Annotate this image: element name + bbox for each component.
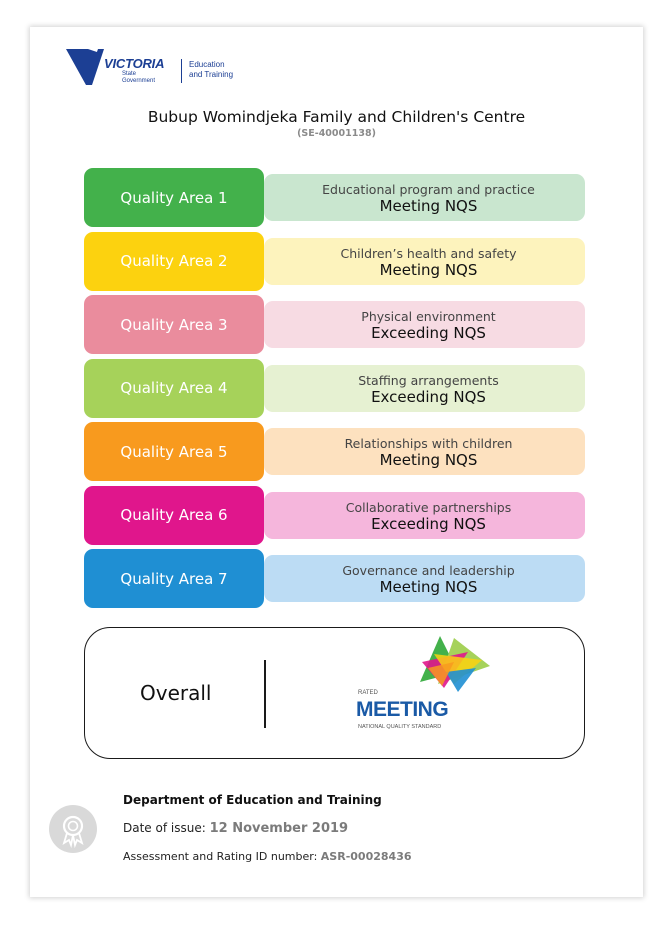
certificate-page	[30, 27, 643, 897]
id-value: ASR-00028436	[320, 850, 412, 863]
badge-nqs-text: NATIONAL QUALITY STANDARD	[358, 724, 442, 730]
quality-area-rating-pill	[264, 428, 585, 475]
quality-area-name: Governance and leadership	[342, 563, 515, 578]
quality-area-rating-pill	[264, 301, 585, 348]
quality-area-label: Quality Area 4	[84, 359, 264, 418]
quality-area-label: Quality Area 6	[84, 486, 264, 545]
issue-label: Date of issue:	[123, 821, 206, 835]
issue-value: 12 November 2019	[209, 821, 349, 836]
overall-divider	[264, 660, 266, 728]
quality-area-name: Educational program and practice	[322, 182, 535, 197]
quality-area-rating: Meeting NQS	[379, 197, 478, 215]
centre-name: Bubup Womindjeka Family and Children's Centre	[147, 108, 526, 126]
quality-area-rating: Meeting NQS	[379, 260, 478, 279]
quality-area-label: Quality Area 1	[84, 168, 264, 227]
overall-rating-box	[84, 627, 585, 759]
quality-area-rating: Exceeding NQS	[371, 387, 486, 406]
quality-area-rating: Exceeding NQS	[371, 514, 486, 533]
department-title: Department of Education and Training	[123, 793, 382, 807]
date-of-issue	[123, 821, 348, 836]
quality-area-rating: Meeting NQS	[379, 451, 478, 469]
logo-wordmark: VICTORIA	[104, 56, 165, 71]
quality-area-name: Staffing arrangements	[358, 372, 499, 388]
quality-area-row	[84, 359, 585, 418]
quality-area-row	[84, 549, 585, 608]
award-seal-icon	[49, 805, 97, 853]
quality-area-rating: Meeting NQS	[379, 578, 478, 596]
meeting-nqs-badge	[358, 654, 498, 736]
logo-sub-line: State	[122, 71, 137, 77]
quality-area-label: Quality Area 5	[84, 422, 264, 481]
quality-area-label: Quality Area 7	[84, 549, 264, 608]
quality-area-name: Collaborative partnerships	[345, 499, 512, 515]
logo-department	[189, 60, 249, 80]
quality-area-label: Quality Area 2	[84, 232, 264, 291]
quality-area-row	[84, 422, 585, 481]
quality-area-list	[84, 168, 585, 613]
quality-area-rating-pill	[264, 492, 585, 539]
nqs-triangles-icon	[358, 632, 498, 696]
quality-area-rating-pill	[264, 238, 585, 285]
quality-area-row	[84, 295, 585, 354]
quality-area-name: Relationships with children	[344, 436, 513, 451]
quality-area-rating: Exceeding NQS	[371, 324, 486, 342]
quality-area-rating-pill	[264, 365, 585, 412]
quality-area-rating-pill	[264, 174, 585, 221]
badge-meeting-text: MEETING	[356, 698, 449, 721]
assessment-id	[123, 850, 412, 863]
centre-id: (SE-40001138)	[297, 128, 376, 139]
quality-area-row	[84, 168, 585, 227]
victoria-government-logo	[64, 45, 234, 89]
quality-area-label: Quality Area 3	[84, 295, 264, 354]
quality-area-rating-pill	[264, 555, 585, 602]
quality-area-row	[84, 486, 585, 545]
logo-sub-line: Government	[122, 78, 156, 84]
badge-rated-text: RATED	[358, 690, 378, 696]
logo-dept-line: Education	[189, 60, 225, 69]
quality-area-name: Physical environment	[361, 309, 496, 324]
logo-dept-line: and Training	[189, 70, 234, 79]
quality-area-name: Children’s health and safety	[340, 245, 517, 261]
logo-divider	[181, 59, 182, 83]
quality-area-row	[84, 232, 585, 291]
overall-label: Overall	[140, 681, 212, 705]
id-label: Assessment and Rating ID number:	[123, 850, 318, 863]
logo-state-government	[122, 71, 155, 85]
